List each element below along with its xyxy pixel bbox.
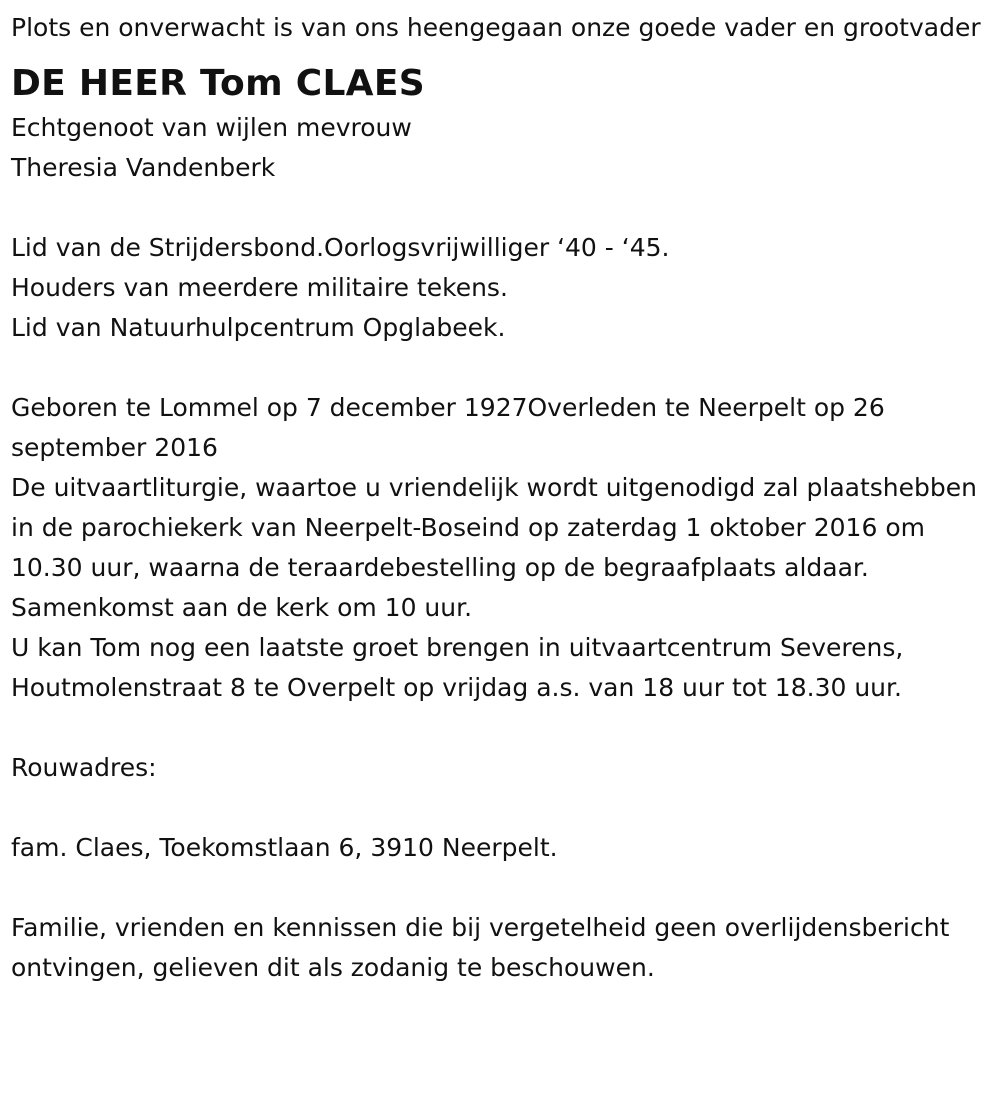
- liturgy-text: De uitvaartliturgie, waartoe u vriendelijk wordt uitgenodigd zal plaatshebben in de parochiekerk van Neerpelt-Boseind op zaterdag 1 oktober 2016 om 10.30 uur, waarna de teraardebestelling op de begraafplaats aldaar.: [11, 473, 977, 582]
- deceased-name: DE HEER Tom CLAES: [11, 63, 425, 104]
- membership-line-1: Lid van de Strijdersbond.Oorlogsvrijwilliger ‘40 - ‘45.: [11, 233, 670, 262]
- membership-line-2: Houders van meerdere militaire tekens.: [11, 273, 508, 302]
- closing-text: Familie, vrienden en kennissen die bij vergetelheid geen overlijdensbericht ontvingen, gelieven dit als zodanig te beschouwen.: [11, 913, 950, 982]
- intro-text: Plots en onverwacht is van ons heengegaan onze goede vader en grootvader: [11, 13, 981, 42]
- spacer: [11, 868, 986, 908]
- gathering-text: Samenkomst aan de kerk om 10 uur.: [11, 593, 473, 622]
- spacer: [11, 188, 986, 228]
- spouse-line-1: Echtgenoot van wijlen mevrouw: [11, 113, 412, 142]
- address-text: fam. Claes, Toekomstlaan 6, 3910 Neerpelt.: [11, 833, 558, 862]
- spacer: [11, 348, 986, 388]
- spacer: [11, 788, 986, 828]
- spacer: [11, 708, 986, 748]
- spouse-line-2: Theresia Vandenberk: [11, 153, 276, 182]
- obituary-notice: [11, 8, 986, 988]
- address-label: Rouwadres:: [11, 753, 157, 782]
- birth-death-text: Geboren te Lommel op 7 december 1927Overleden te Neerpelt op 26 september 2016: [11, 393, 885, 462]
- farewell-text: U kan Tom nog een laatste groet brengen in uitvaartcentrum Severens, Houtmolenstraat 8 te Overpelt op vrijdag a.s. van 18 uur tot 18.30 uur.: [11, 633, 904, 702]
- membership-line-3: Lid van Natuurhulpcentrum Opglabeek.: [11, 313, 506, 342]
